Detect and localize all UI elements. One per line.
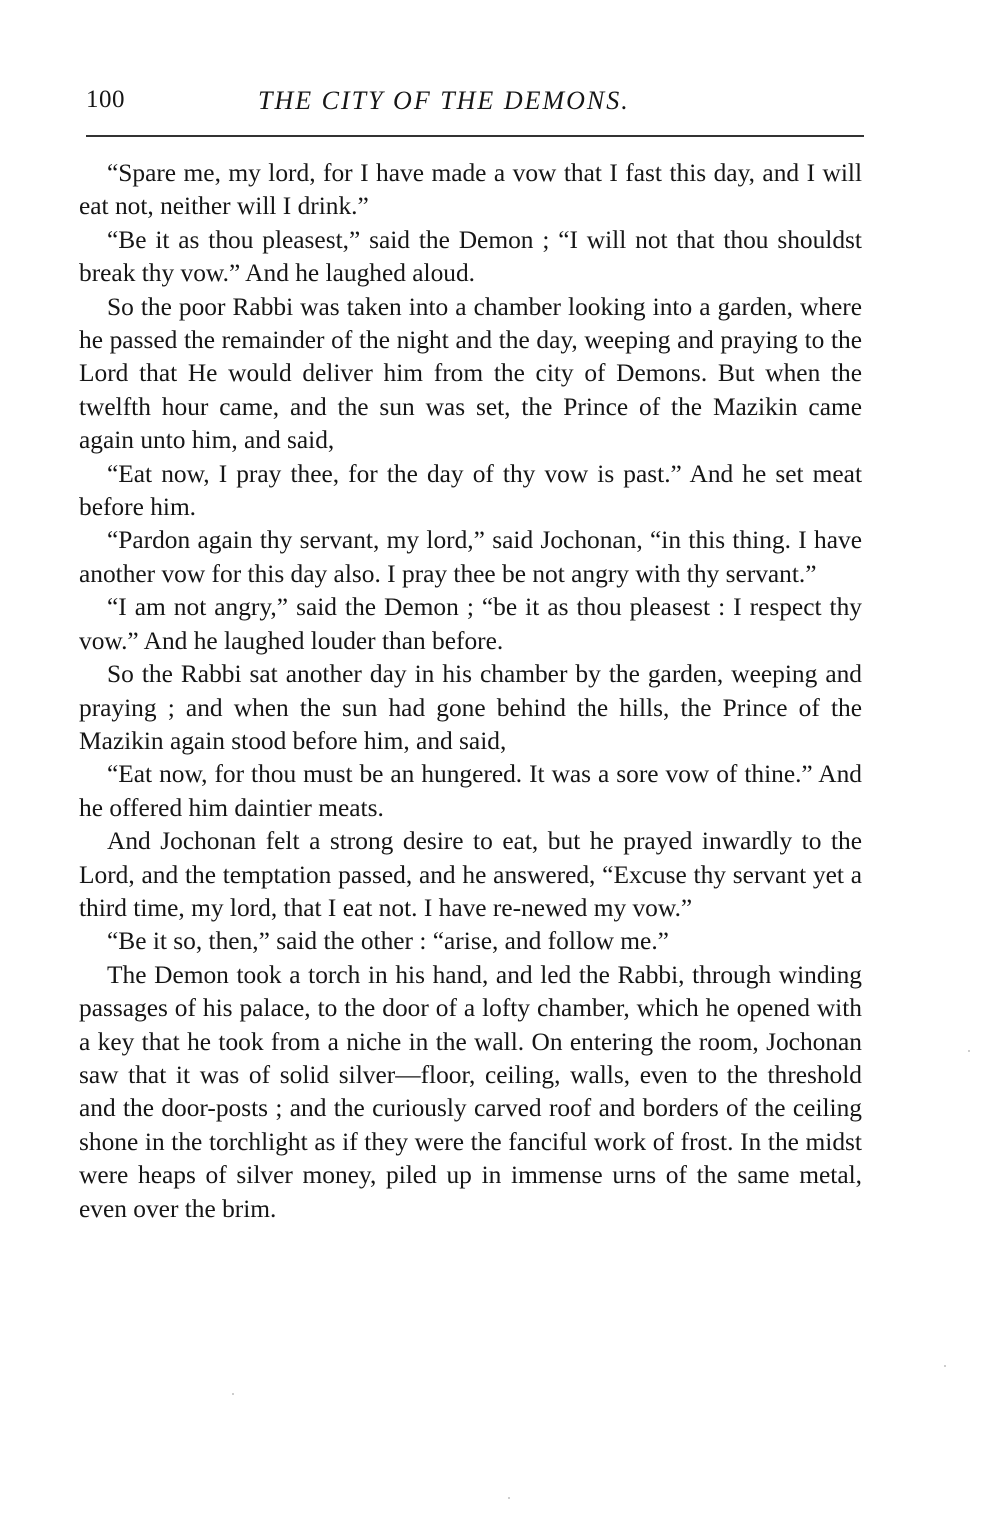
paragraph-follow-me: “Be it so, then,” said the other : “arise, and follow me.” <box>107 927 669 956</box>
paragraph-eat-now-vow-past: “Eat now, I pray thee, for the day of thy vow is past.” And he set meat before him. <box>79 459 862 522</box>
paragraph-silver-chamber: The Demon took a torch in his hand, and led the Rabbi, through winding passages of his palace, to the door of a lofty chamber, which he opened with a key that he took from a niche in the wall. On entering the room, Jochonan saw that it was of solid silver—floor, ceiling, walls, even to the threshold and the door-posts ; and the curiously carved roof and borders of the ceiling shone in the torchlight as if they were the fanciful work of frost. In the midst were heaps of silver money, piled up in immense urns of the same metal, even over the brim. <box>79 960 862 1223</box>
paper-speck <box>232 1393 234 1395</box>
paragraph-pardon-again: “Pardon again thy servant, my lord,” said Jochonan, “in this thing. I have another vow for this day also. I pray thee be not angry with thy servant.” <box>79 526 862 588</box>
running-title: THE CITY OF THE DEMONS. <box>258 86 630 115</box>
paragraph-rabbi-in-chamber: So the poor Rabbi was taken into a chamber looking into a garden, where he passed the remainder of the night and the day, weeping and praying to the Lord that He would deliver him from the city of Demons. But when the twelfth hour came, and the sun was set, the Prince of the Mazikin came again unto him, and said, <box>79 292 862 455</box>
paragraph-daintier-meats: “Eat now, for thou must be an hungered. It was a sore vow of thine.” And he offered him daintier meats. <box>79 760 862 822</box>
paragraph-spare-me: “Spare me, my lord, for I have made a vow that I fast this day, and I will eat not, neither will I drink.” <box>79 159 862 221</box>
paper-speck <box>944 1365 946 1367</box>
paragraph-be-it-as-thou-pleasest: “Be it as thou pleasest,” said the Demon ; “I will not that thou shouldst break thy vow.” And he laughed aloud. <box>79 225 862 288</box>
body-text <box>79 157 862 1226</box>
page-number: 100 <box>86 86 125 113</box>
running-head <box>86 82 866 122</box>
paragraph-another-day: So the Rabbi sat another day in his chamber by the garden, weeping and praying ; and when the sun had gone behind the hills, the Prince of the Mazikin again stood before him, and said, <box>79 660 862 755</box>
paragraph-third-time: And Jochonan felt a strong desire to eat, but he prayed inwardly to the Lord, and the temptation passed, and he answered, “Excuse thy servant yet a third time, my lord, that I eat not. I have re-newed my vow.” <box>79 827 862 922</box>
header-rule <box>86 135 864 137</box>
paper-speck <box>508 1497 510 1499</box>
paragraph-not-angry: “I am not angry,” said the Demon ; “be it as thou pleasest : I respect thy vow.” And he laughed louder than before. <box>79 593 862 655</box>
paper-speck <box>968 1050 970 1052</box>
